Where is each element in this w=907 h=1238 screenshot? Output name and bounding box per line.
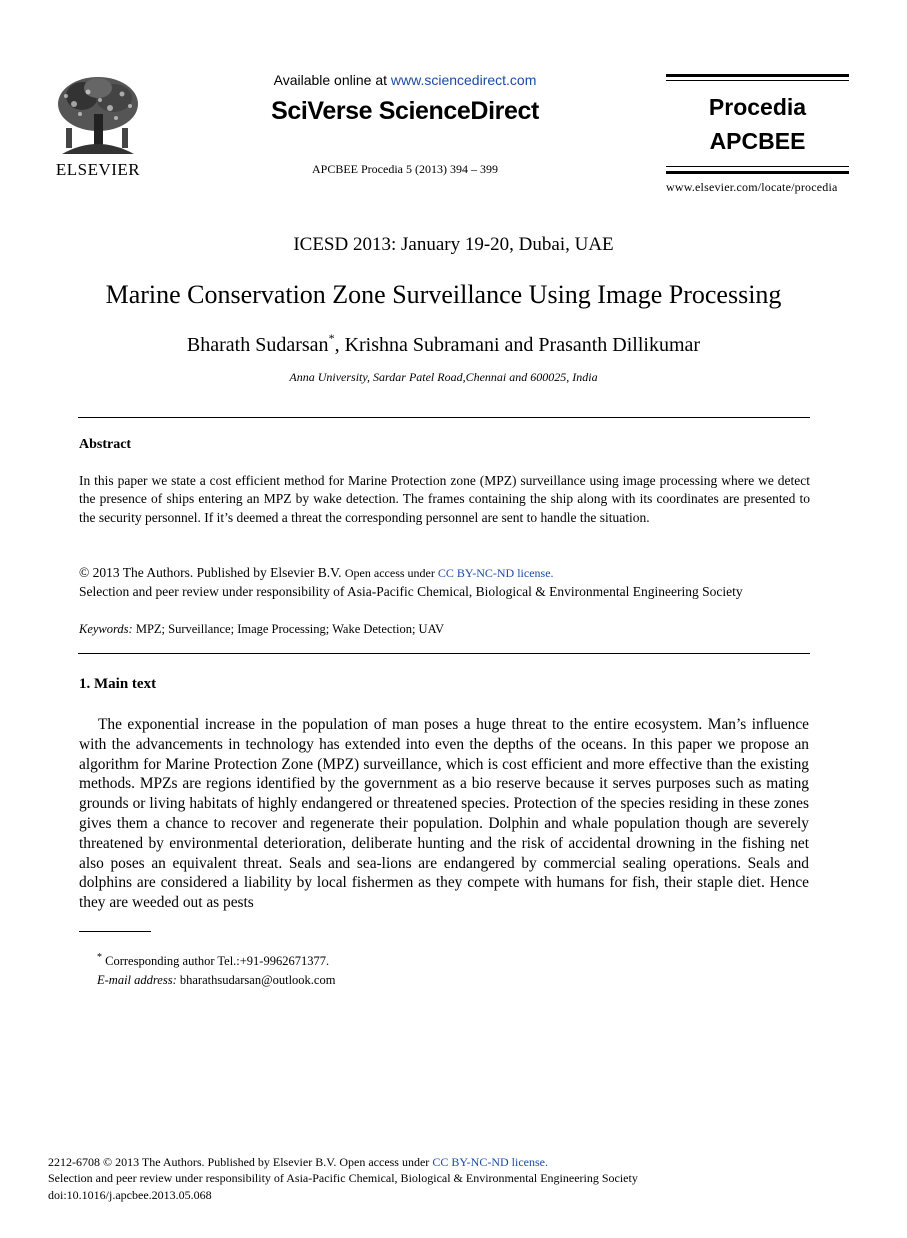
- page-footer: [48, 1154, 868, 1203]
- footnote-mark: *: [97, 952, 102, 963]
- abstract-body: In this paper we state a cost efficient method for Marine Protection zone (MPZ) surveillance using image processing where we detect the presence of ships entering an MPZ by wake detection. The frames containing the ship along with its coordinates are presented to the security personnel. If it’s deemed a threat the corresponding personnel are sent to handle the situation.: [79, 473, 810, 525]
- footer-open-access: Open access under: [339, 1155, 433, 1169]
- available-online: [200, 72, 610, 88]
- elsevier-wordmark: ELSEVIER: [55, 160, 141, 179]
- journal-citation: APCBEE Procedia 5 (2013) 394 – 399: [312, 162, 498, 176]
- corresponding-mark: *: [328, 331, 335, 345]
- platform-name: SciVerse ScienceDirect: [271, 97, 539, 125]
- keywords-label: Keywords:: [79, 622, 133, 636]
- author-list: [0, 331, 887, 357]
- sciencedirect-link[interactable]: www.sciencedirect.com: [390, 72, 537, 88]
- email-label: E-mail address:: [97, 973, 177, 987]
- keywords: [79, 622, 810, 637]
- section-heading: 1. Main text: [79, 676, 157, 692]
- masthead-rule-top: [666, 74, 849, 77]
- procedia-journal: APCBEE: [709, 128, 806, 154]
- procedia-masthead: [666, 74, 849, 178]
- masthead-rule-top-thin: [666, 80, 849, 81]
- available-prefix: Available online at: [273, 72, 391, 88]
- tree-icon: [52, 74, 144, 158]
- keywords-list: MPZ; Surveillance; Image Processing; Wake Detection; UAV: [132, 622, 445, 636]
- paper-title: Marine Conservation Zone Surveillance Using Image Processing: [105, 280, 782, 309]
- corresponding-text: Corresponding author Tel.:+91-9962671377.: [102, 954, 330, 968]
- divider-bottom: [78, 653, 810, 654]
- main-paragraph: The exponential increase in the population of man poses a huge threat to the entire ecosystem. Man’s influence with the advancements in technology has extended into even the depths of the oceans. In this paper we propose an algorithm for Marine Protection Zone (MPZ) surveillance, which is cost efficient and more effective than the existing methods. MPZs are regions identified by the government as a bio reserve because it serves purposes such as mating grounds or living habitats of highly endangered or threatened species. Protection of the species residing in these zones gives them a chance to recover and regenerate their population. Dolphin and whale population though are severely threatened by environmental deterioration, deliberate hunting and the risk of accidental drowning in the fishing net also poses an equivalent threat. Seals and sea-lions are endangered by commercial sealing operations. Seals and dolphins are considered a liability by local fishermen as they compete with humans for fish, their staple diet. Hence they are weeded out as pests: [79, 716, 809, 912]
- footnote-email: [97, 973, 335, 988]
- footnote-rule: [79, 931, 151, 932]
- abstract-heading: Abstract: [79, 437, 132, 452]
- footer-license-link[interactable]: CC BY-NC-ND license.: [432, 1155, 548, 1169]
- open-access-text: Open access under: [344, 566, 438, 580]
- procedia-name: Procedia: [708, 94, 807, 120]
- footer-issn: 2212-6708 © 2013 The Authors. Published by Elsevier B.V.: [48, 1155, 340, 1169]
- license-link[interactable]: CC BY-NC-ND license.: [437, 566, 554, 580]
- other-authors: , Krishna Subramani and Prasanth Dillikumar: [334, 334, 701, 356]
- email-address[interactable]: bharathsudarsan@outlook.com: [176, 973, 336, 987]
- elsevier-logo: [52, 74, 144, 178]
- author-1: Bharath Sudarsan: [186, 334, 329, 356]
- footer-doi[interactable]: doi:10.1016/j.apcbee.2013.05.068: [48, 1187, 212, 1202]
- conference-line: ICESD 2013: January 19-20, Dubai, UAE: [293, 234, 614, 255]
- masthead-rule-bottom: [666, 171, 849, 174]
- divider-top: [78, 417, 810, 418]
- peer-review-text: Selection and peer review under responsibility of Asia-Pacific Chemical, Biological & Environmental Engineering Society: [79, 583, 743, 599]
- footer-peer-review: Selection and peer review under responsibility of Asia-Pacific Chemical, Biological & Environmental Engineering Society: [48, 1171, 638, 1186]
- footnote-corresponding: [97, 952, 329, 969]
- procedia-url[interactable]: www.elsevier.com/locate/procedia: [666, 180, 838, 194]
- masthead-rule-bottom-thin: [666, 166, 849, 167]
- copyright-text: © 2013 The Authors. Published by Elsevier B.V.: [79, 565, 345, 580]
- affiliation: Anna University, Sardar Patel Road,Chennai and 600025, India: [289, 370, 598, 384]
- copyright-block: [79, 564, 839, 600]
